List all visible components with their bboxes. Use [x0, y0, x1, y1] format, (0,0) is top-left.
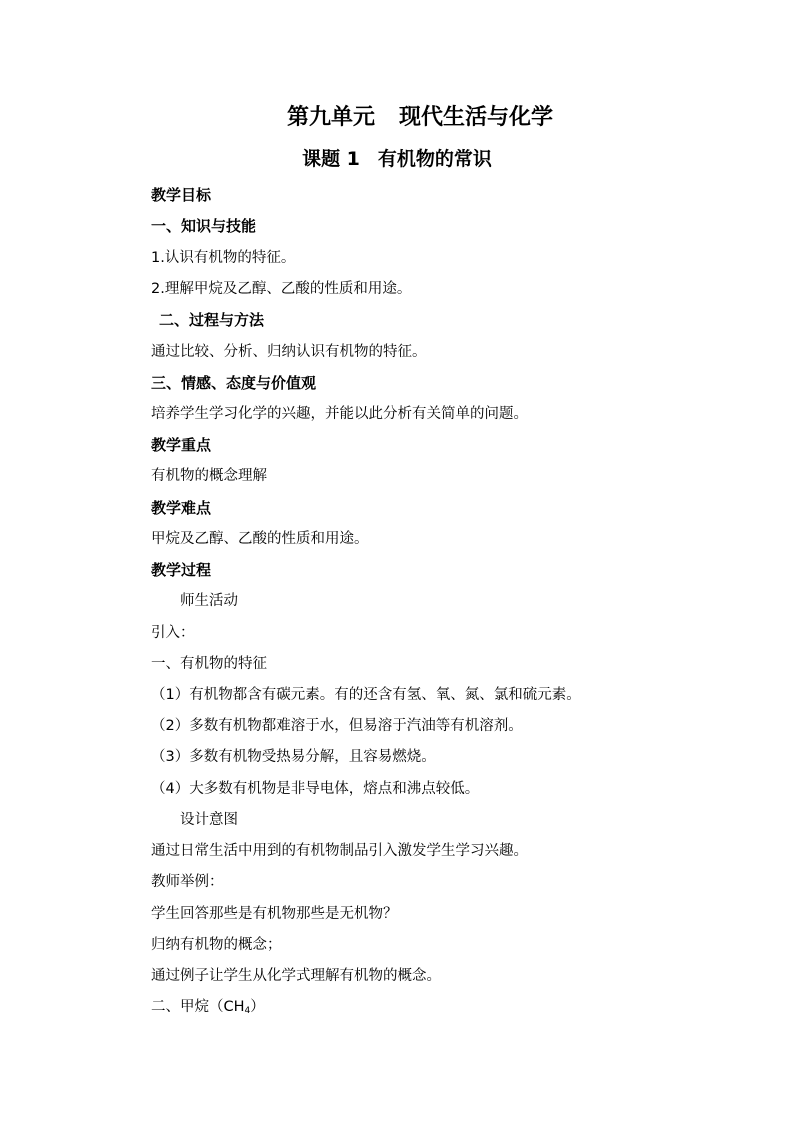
- intro-line: 引入：: [151, 625, 195, 641]
- process-heading: 二、过程与方法: [159, 311, 265, 329]
- unit-name: 现代生活与化学: [399, 105, 554, 130]
- section-2-prefix: 二、甲烷（CH: [151, 999, 245, 1015]
- summarize-line: 归纳有机物的概念；: [151, 937, 282, 953]
- unit-title: [0, 102, 794, 134]
- lesson-title: [0, 144, 794, 174]
- goals-heading: 教学目标: [151, 186, 212, 204]
- feature-item-4: （4）大多数有机物是非导电体，熔点和沸点较低。: [151, 781, 480, 797]
- emotion-heading: 三、情感、态度与价值观: [151, 374, 317, 392]
- emotion-item-1: 培养学生学习化学的兴趣，并能以此分析有关简单的问题。: [151, 406, 528, 422]
- section-1-heading: 一、有机物的特征: [151, 656, 267, 672]
- feature-item-1: （1）有机物都含有碳元素。有的还含有氢、氧、氮、氯和硫元素。: [151, 687, 581, 703]
- difficulty-heading: 教学难点: [151, 499, 212, 517]
- teaching-process-heading: 教学过程: [151, 561, 212, 579]
- section-2-heading: [151, 996, 265, 1022]
- key-points-item: 有机物的概念理解: [151, 468, 267, 484]
- difficulty-item: 甲烷及乙醇、乙酸的性质和用途。: [151, 531, 369, 547]
- knowledge-heading: 一、知识与技能: [151, 217, 257, 235]
- lesson-name: 有机物的常识: [377, 148, 492, 170]
- design-label: 设计意图: [180, 812, 238, 828]
- section-2-subscript: 4: [244, 1006, 251, 1016]
- unit-number: 第九单元: [286, 105, 375, 130]
- lesson-number: 课题 1: [302, 148, 360, 170]
- knowledge-item-2: 2.理解甲烷及乙醇、乙酸的性质和用途。: [151, 281, 412, 297]
- via-examples-line: 通过例子让学生从化学式理解有机物的概念。: [151, 968, 441, 984]
- knowledge-item-1: 1.认识有机物的特征。: [151, 250, 296, 266]
- teacher-examples-line: 教师举例：: [151, 874, 224, 890]
- key-points-heading: 教学重点: [151, 436, 212, 454]
- feature-item-2: （2）多数有机物都难溶于水，但易溶于汽油等有机溶剂。: [151, 718, 523, 734]
- activity-label: 师生活动: [180, 593, 238, 609]
- section-2-suffix: ）: [250, 999, 265, 1015]
- feature-item-3: （3）多数有机物受热易分解，且容易燃烧。: [151, 749, 436, 765]
- student-answer-line: 学生回答那些是有机物那些是无机物？: [151, 906, 398, 922]
- process-item-1: 通过比较、分析、归纳认识有机物的特征。: [151, 344, 427, 360]
- design-item: 通过日常生活中用到的有机物制品引入激发学生学习兴趣。: [151, 843, 528, 859]
